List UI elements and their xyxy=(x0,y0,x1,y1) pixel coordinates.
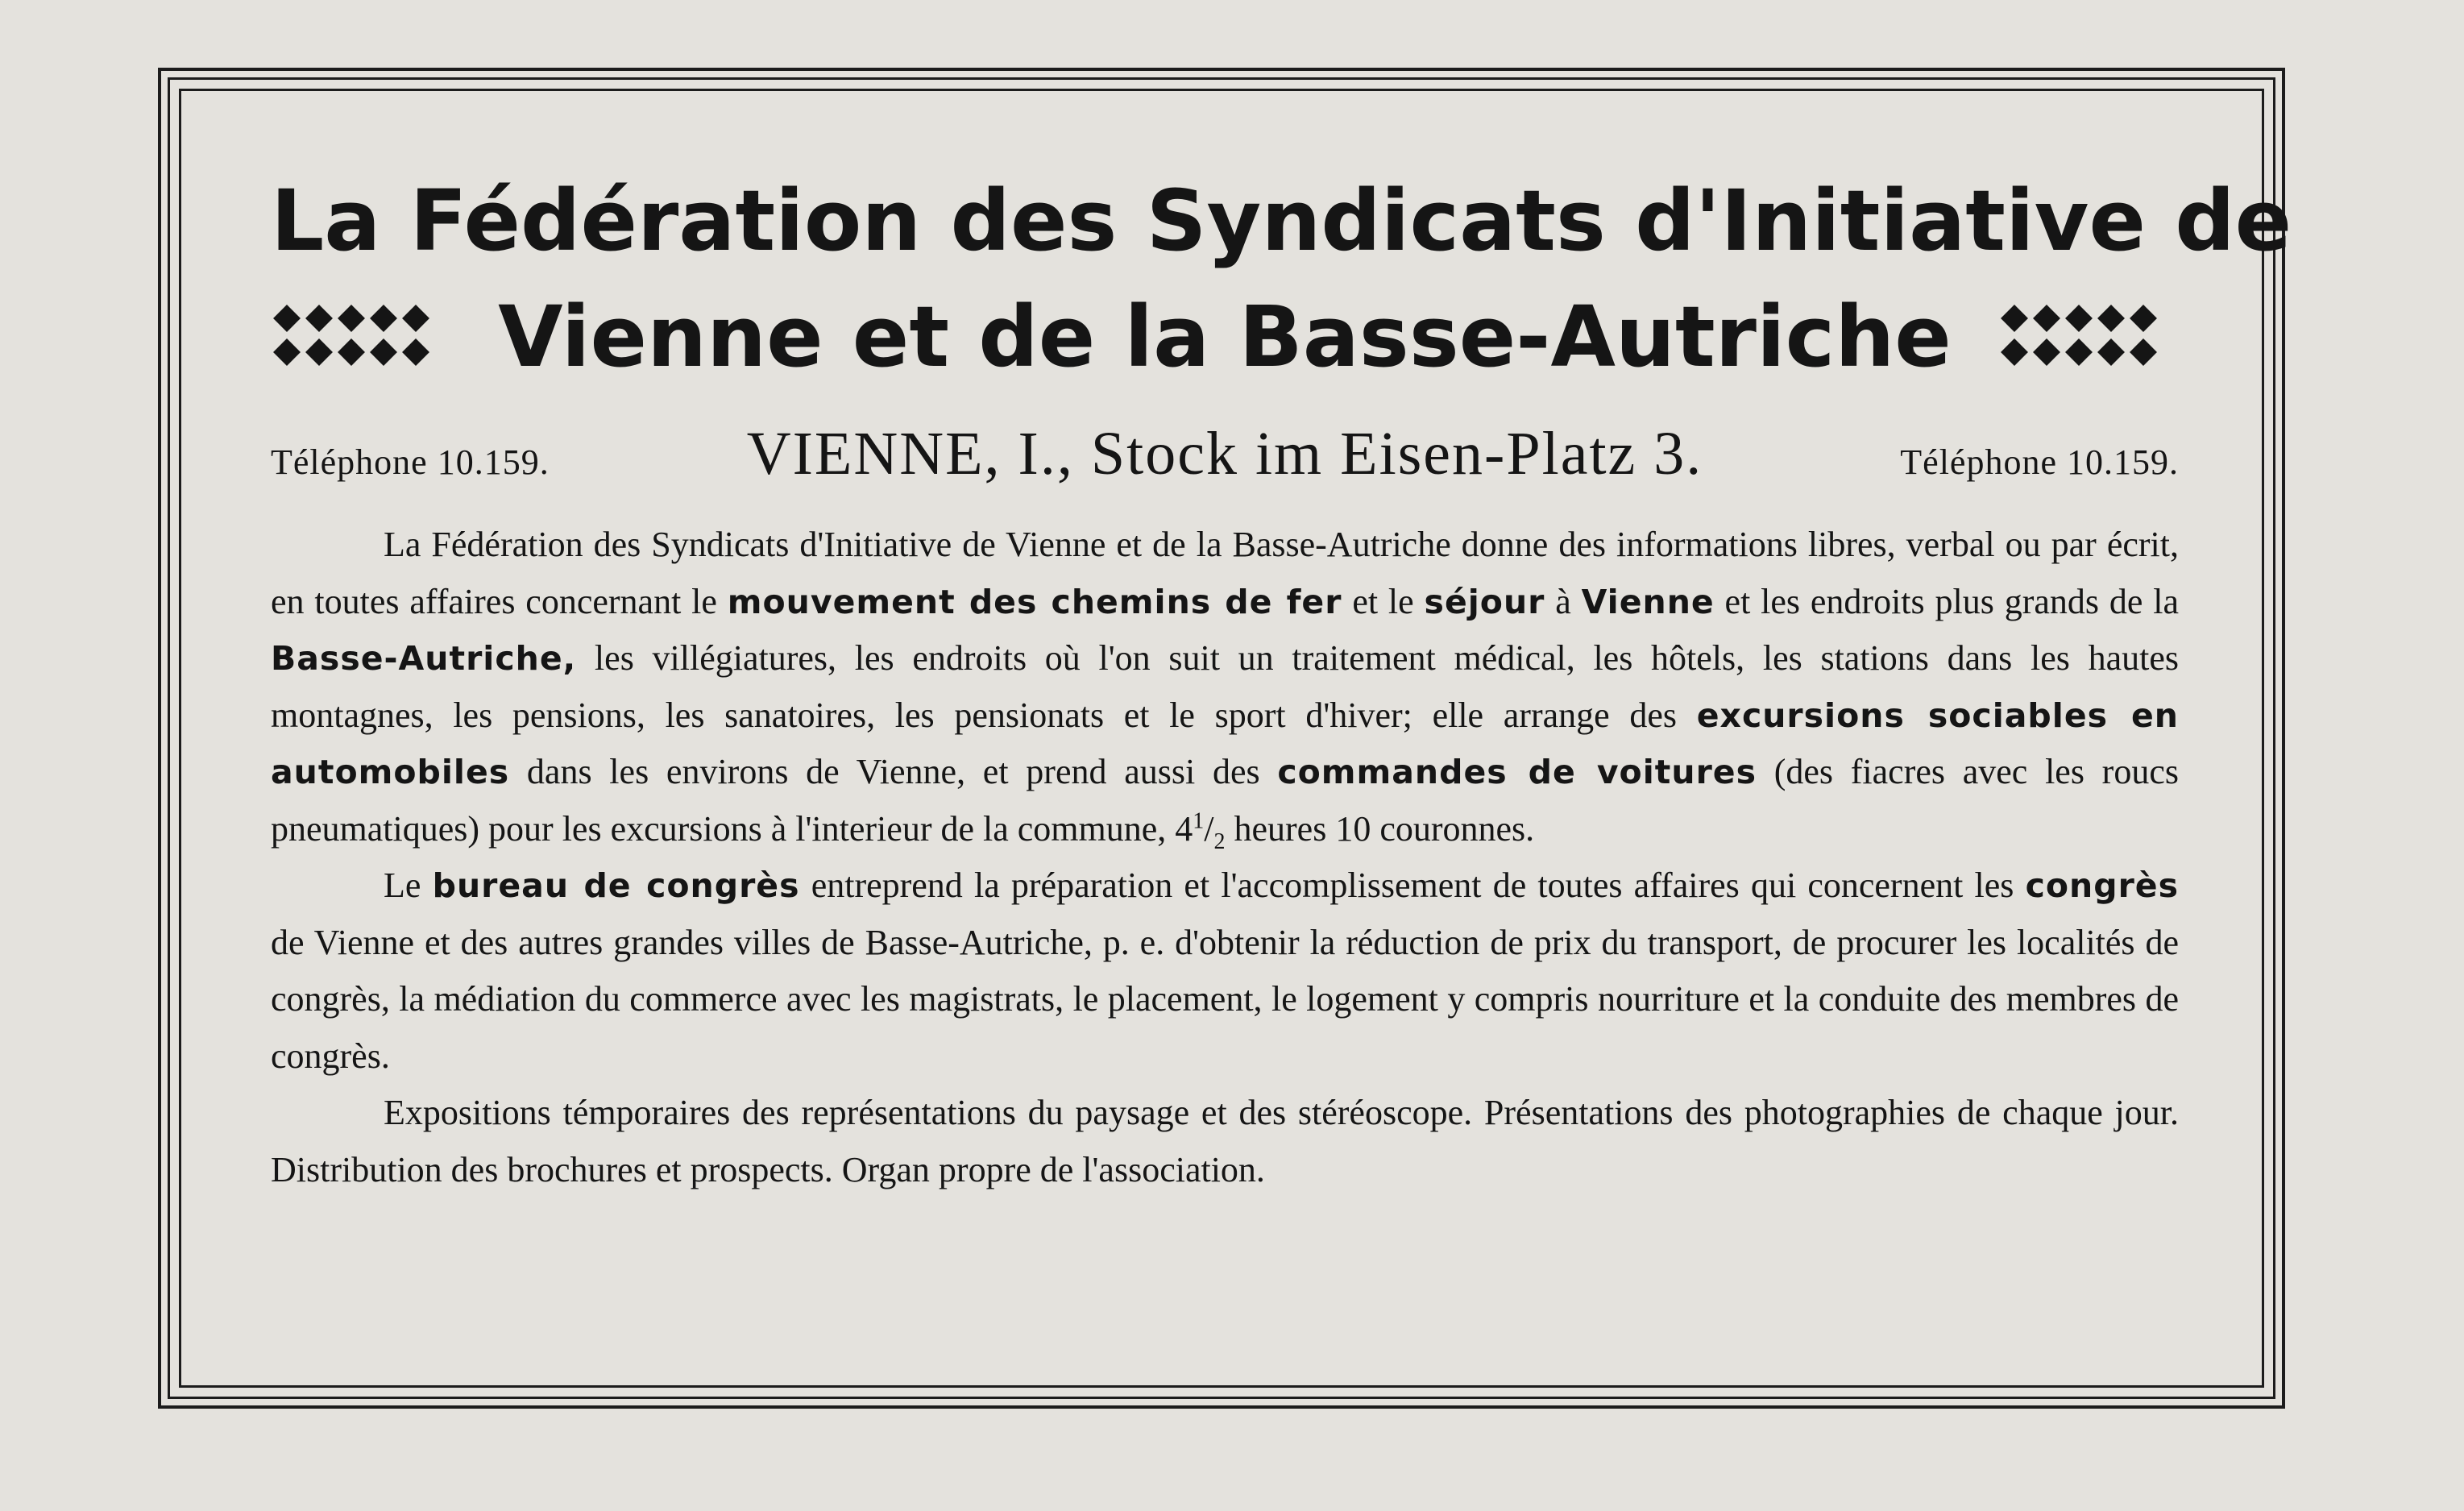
fraction-numerator: 1 xyxy=(1193,807,1205,833)
bold-run: bureau de congrès xyxy=(432,866,800,905)
paragraph-congress-bureau xyxy=(271,857,2179,1085)
bold-run: excursions sociables en automobiles xyxy=(271,695,2179,791)
bold-run: commandes de voitures xyxy=(1277,753,1757,791)
text-run: Le xyxy=(384,866,433,905)
title-line-2 xyxy=(271,277,2179,396)
bold-run: Vienne xyxy=(1581,582,1715,621)
text-run: entreprend la préparation et l'accomplissement de toutes affaires qui concernent les xyxy=(799,866,2026,905)
document-body xyxy=(271,161,2292,1198)
bold-run: mouvement des chemins de fer xyxy=(727,582,1342,621)
text-run: (des fiacres avec les roucs pneumatiques) pour les excursions à l'interieur de la commune, 4 xyxy=(271,752,2179,849)
bold-run: congrès xyxy=(2025,866,2180,905)
text-run: La Fédération des Syndicats d'Initiative de Vienne et de la Basse-Autriche donne des informations libres, verbal ou par écrit, en toutes affaires concernant le xyxy=(271,525,2179,621)
bold-run: séjour xyxy=(1424,582,1545,621)
text-run: de Vienne et des autres grandes villes de Basse-Autriche, p. e. d'obtenir la réduction de prix du transport, de procurer les localités de congrès, la médiation du commerce avec les magistrats, le placement, le logement y compris nourriture et la conduite des membres de congrès. xyxy=(271,922,2179,1076)
title-line-1 xyxy=(271,161,2292,280)
diamond-ornament-left-icon xyxy=(271,301,451,372)
address-line xyxy=(271,419,2179,489)
fraction-denominator: 2 xyxy=(1213,828,1226,854)
text-run: Expositions témporaires des représentations du paysage et des stéréoscope. Présentations des photographies de chaque jour. Distribution des brochures et prospects. Organ propre de l'association. xyxy=(271,1093,2179,1189)
text-run: heures 10 couronnes. xyxy=(1225,808,1535,849)
text-run: dans les environs de Vienne, et prend aussi des xyxy=(509,752,1278,791)
fraction-slash: / xyxy=(1204,808,1214,849)
telephone-left: Téléphone 10.159. xyxy=(271,442,550,482)
telephone-right: Téléphone 10.159. xyxy=(1900,442,2179,482)
paragraph-expositions xyxy=(271,1085,2179,1198)
bold-run: Basse-Autriche, xyxy=(271,639,577,678)
text-run: et les endroits plus grands de la xyxy=(1714,581,2180,621)
paragraph-information xyxy=(271,517,2179,857)
address: VIENNE, I., Stock im Eisen-Platz 3. xyxy=(746,420,1703,488)
text-run: les villégiatures, les endroits où l'on suit un traitement médical, les hôtels, les stations dans les hautes montagnes, les pensions, les sanatoires, les pensionats et le sport d'hiver; elle arrange des xyxy=(271,638,2179,735)
text-run: et le xyxy=(1342,581,1425,621)
title-line-1-text: La Fédération des Syndicats d'Initiative de xyxy=(271,172,2292,270)
text-run: à xyxy=(1545,581,1582,621)
title-line-2-text: Vienne et de la Basse-Autriche xyxy=(498,288,1952,386)
diamond-ornament-right-icon xyxy=(1998,301,2179,372)
